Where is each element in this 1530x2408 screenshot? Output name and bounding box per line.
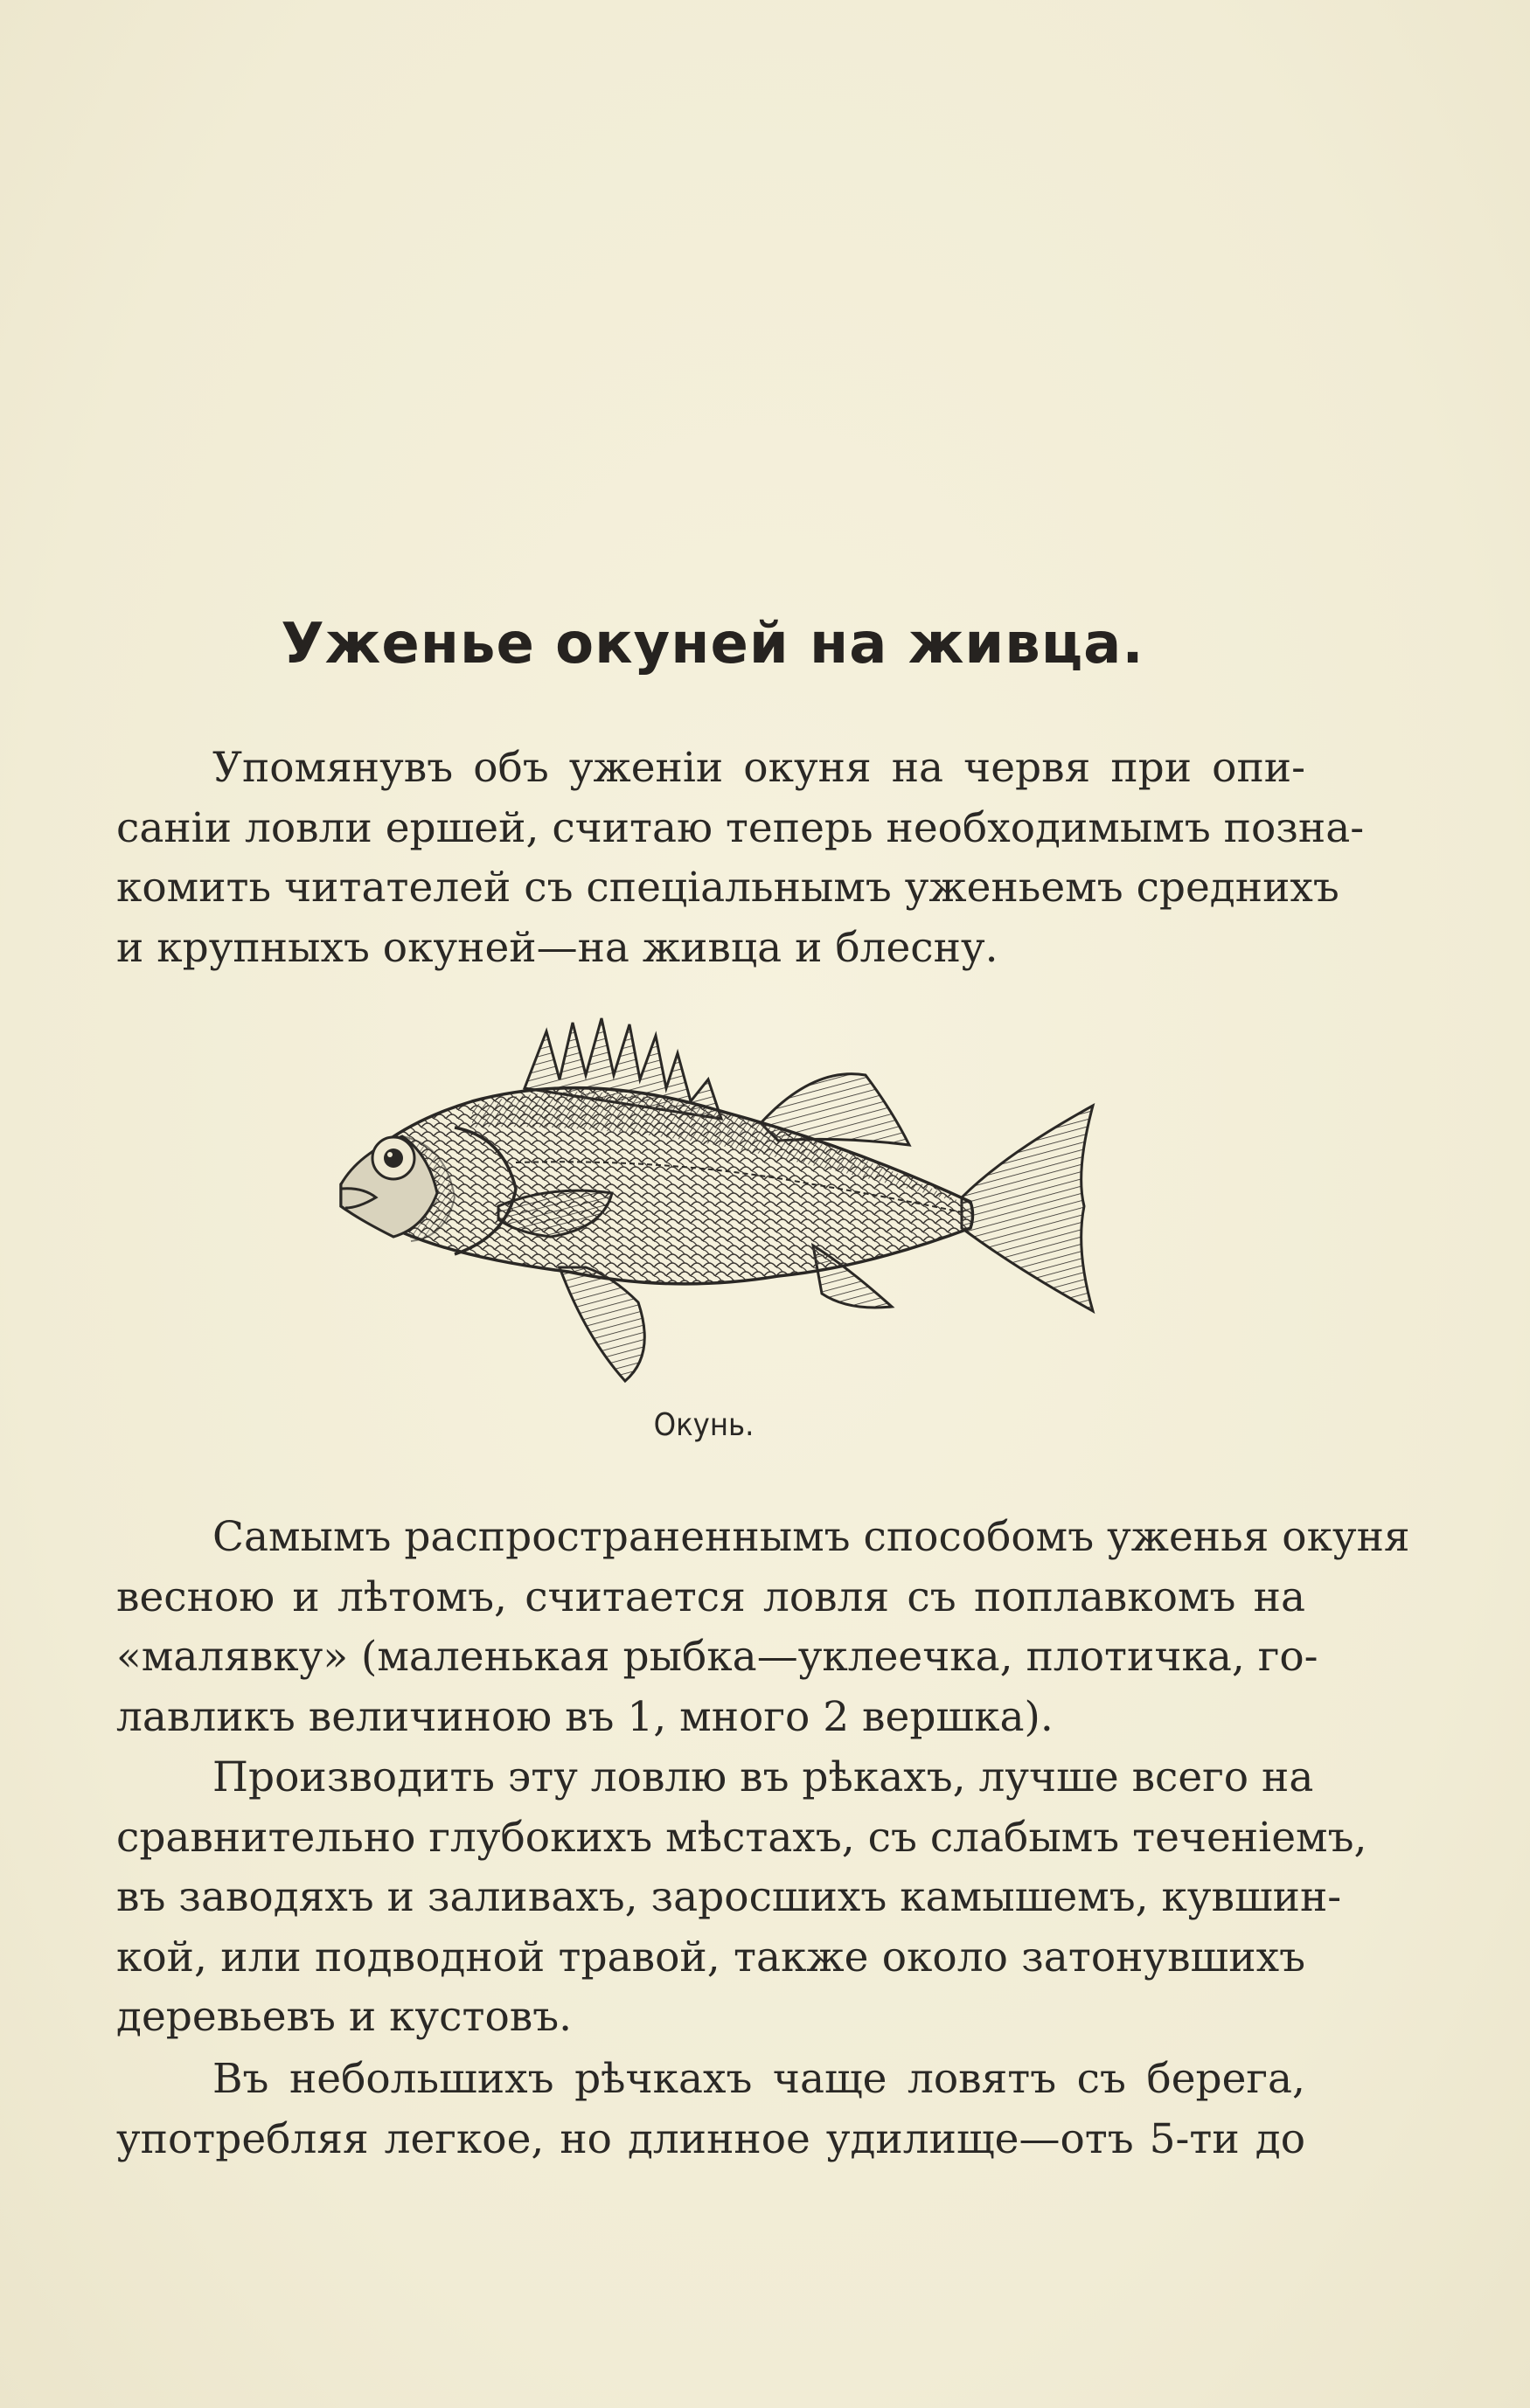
text-line: Самымъ распространеннымъ способомъ уженья окуня bbox=[212, 1513, 1410, 1561]
perch-illustration bbox=[323, 1005, 1110, 1407]
text-line: въ заводяхъ и заливахъ, заросшихъ камышемъ, кувшин- bbox=[116, 1873, 1342, 1921]
text-line: употребляя легкое, но длинное удилище—отъ 5-ти до bbox=[116, 2114, 1305, 2163]
paragraph-4 bbox=[116, 2050, 1305, 2169]
paragraph-3 bbox=[116, 1748, 1367, 2048]
text-line: Производить эту ловлю въ рѣкахъ, лучше всего на bbox=[212, 1753, 1314, 1801]
paragraph-1 bbox=[116, 739, 1365, 978]
text-line: Упомянувъ объ уженіи окуня на червя при опи- bbox=[212, 744, 1305, 792]
text-line: и крупныхъ окуней—на живца и блесну. bbox=[116, 923, 998, 972]
figure-caption: Окунь. bbox=[653, 1407, 755, 1443]
text-line: саніи ловли ершей, считаю теперь необходимымъ позна- bbox=[116, 803, 1365, 852]
paragraph-2 bbox=[116, 1508, 1410, 1747]
text-line: Въ небольшихъ рѣчкахъ чаще ловятъ съ берега, bbox=[212, 2055, 1305, 2103]
text-line: весною и лѣтомъ, считается ловля съ поплавкомъ на bbox=[116, 1572, 1305, 1621]
text-line: кой, или подводной травой, также около затонувшихъ bbox=[116, 1933, 1305, 1981]
chapter-title: Уженье окуней на живца. bbox=[281, 612, 1144, 677]
text-line: лавликъ величиною въ 1, много 2 вершка). bbox=[116, 1692, 1054, 1741]
text-line: деревьевъ и кустовъ. bbox=[116, 1993, 573, 2041]
text-line: «малявку» (маленькая рыбка—уклеечка, плотичка, го- bbox=[116, 1633, 1318, 1681]
text-line: сравнительно глубокихъ мѣстахъ, съ слабымъ теченіемъ, bbox=[116, 1813, 1367, 1862]
text-line: комить читателей съ спеціальнымъ уженьемъ среднихъ bbox=[116, 864, 1339, 912]
